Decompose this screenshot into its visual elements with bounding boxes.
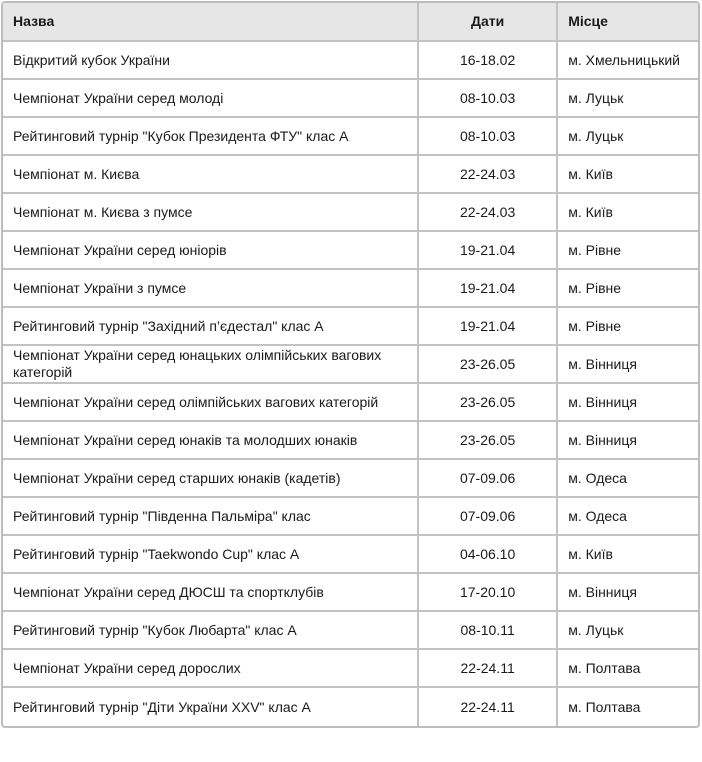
table-row <box>3 460 698 498</box>
cell-dates: 16-18.02 <box>419 42 558 80</box>
cell-dates: 22-24.03 <box>419 156 558 194</box>
cell-place: м. Одеса <box>558 498 698 536</box>
cell-place: м. Київ <box>558 156 698 194</box>
table-row <box>3 42 698 80</box>
cell-name: Чемпіонат м. Києва з пумсе <box>3 194 419 232</box>
cell-name: Рейтинговий турнір "Кубок Любарта" клас А <box>3 612 419 650</box>
cell-name: Рейтинговий турнір "Taekwondo Cup" клас А <box>3 536 419 574</box>
cell-name: Чемпіонат м. Києва <box>3 156 419 194</box>
cell-name: Рейтинговий турнір "Кубок Президента ФТУ" клас А <box>3 118 419 156</box>
table-row <box>3 536 698 574</box>
table-header-row <box>3 3 698 42</box>
cell-place: м. Вінниця <box>558 422 698 460</box>
cell-dates: 23-26.05 <box>419 346 558 384</box>
table-row <box>3 422 698 460</box>
table-row <box>3 346 698 384</box>
cell-name: Чемпіонат України серед олімпійських вагових категорій <box>3 384 419 422</box>
cell-place: м. Вінниця <box>558 574 698 612</box>
cell-name: Чемпіонат України серед юнацьких олімпійських вагових категорій <box>3 346 419 384</box>
header-name: Назва <box>3 3 419 42</box>
cell-name: Рейтинговий турнір "Південна Пальміра" клас <box>3 498 419 536</box>
table-body <box>3 42 698 726</box>
cell-place: м. Полтава <box>558 650 698 688</box>
cell-place: м. Рівне <box>558 308 698 346</box>
cell-dates: 08-10.03 <box>419 118 558 156</box>
cell-name: Відкритий кубок України <box>3 42 419 80</box>
cell-dates: 07-09.06 <box>419 460 558 498</box>
table-row <box>3 308 698 346</box>
table-row <box>3 612 698 650</box>
competitions-table <box>1 1 700 728</box>
cell-place: м. Київ <box>558 536 698 574</box>
cell-place: м. Луцьк <box>558 118 698 156</box>
cell-dates: 23-26.05 <box>419 422 558 460</box>
table-row <box>3 384 698 422</box>
cell-name: Рейтинговий турнір "Західний п’єдестал" клас А <box>3 308 419 346</box>
cell-dates: 08-10.11 <box>419 612 558 650</box>
cell-place: м. Полтава <box>568 698 641 715</box>
cell-dates: 23-26.05 <box>419 384 558 422</box>
cell-name: Чемпіонат України серед молоді <box>3 80 419 118</box>
cell-name: Чемпіонат України з пумсе <box>3 270 419 308</box>
header-place: Місце <box>558 3 698 42</box>
cell-dates: 19-21.04 <box>419 308 558 346</box>
cell-name: Чемпіонат України серед дорослих <box>3 650 419 688</box>
cell-name: Чемпіонат України серед старших юнаків (кадетів) <box>3 460 419 498</box>
cell-place: м. Вінниця <box>558 346 698 384</box>
table-row <box>3 194 698 232</box>
cell-place: м. Вінниця <box>558 384 698 422</box>
table-row <box>3 498 698 536</box>
cell-place: м. Луцьк <box>558 612 698 650</box>
table-row <box>3 232 698 270</box>
table-row <box>3 80 698 118</box>
cell-place: м. Одеса <box>558 460 698 498</box>
cell-name: Рейтинговий турнір "Діти України XXV" клас А <box>3 688 419 726</box>
cell-place: м. Рівне <box>558 232 698 270</box>
cell-dates: 08-10.03 <box>419 80 558 118</box>
table-row <box>3 118 698 156</box>
header-dates: Дати <box>419 3 558 42</box>
cell-dates: 17-20.10 <box>419 574 558 612</box>
cell-place: м. Хмельницький <box>558 42 698 80</box>
cell-place: м. Рівне <box>558 270 698 308</box>
table-row <box>3 574 698 612</box>
cell-dates: 19-21.04 <box>419 270 558 308</box>
cell-dates: 22-24.03 <box>419 194 558 232</box>
cell-dates: 22-24.11 <box>419 688 558 726</box>
table-row <box>3 688 698 726</box>
cell-place: м. Київ <box>558 194 698 232</box>
cell-place: м. Луцьк <box>558 80 698 118</box>
cell-dates: 22-24.11 <box>419 650 558 688</box>
cell-name: Чемпіонат України серед юніорів <box>3 232 419 270</box>
cell-dates: 07-09.06 <box>419 498 558 536</box>
cell-dates: 04-06.10 <box>419 536 558 574</box>
table-row <box>3 270 698 308</box>
table-row <box>3 156 698 194</box>
cell-name: Чемпіонат України серед ДЮСШ та спортклубів <box>3 574 419 612</box>
table-row <box>3 650 698 688</box>
cell-dates: 19-21.04 <box>419 232 558 270</box>
cell-name: Чемпіонат України серед юнаків та молодших юнаків <box>3 422 419 460</box>
